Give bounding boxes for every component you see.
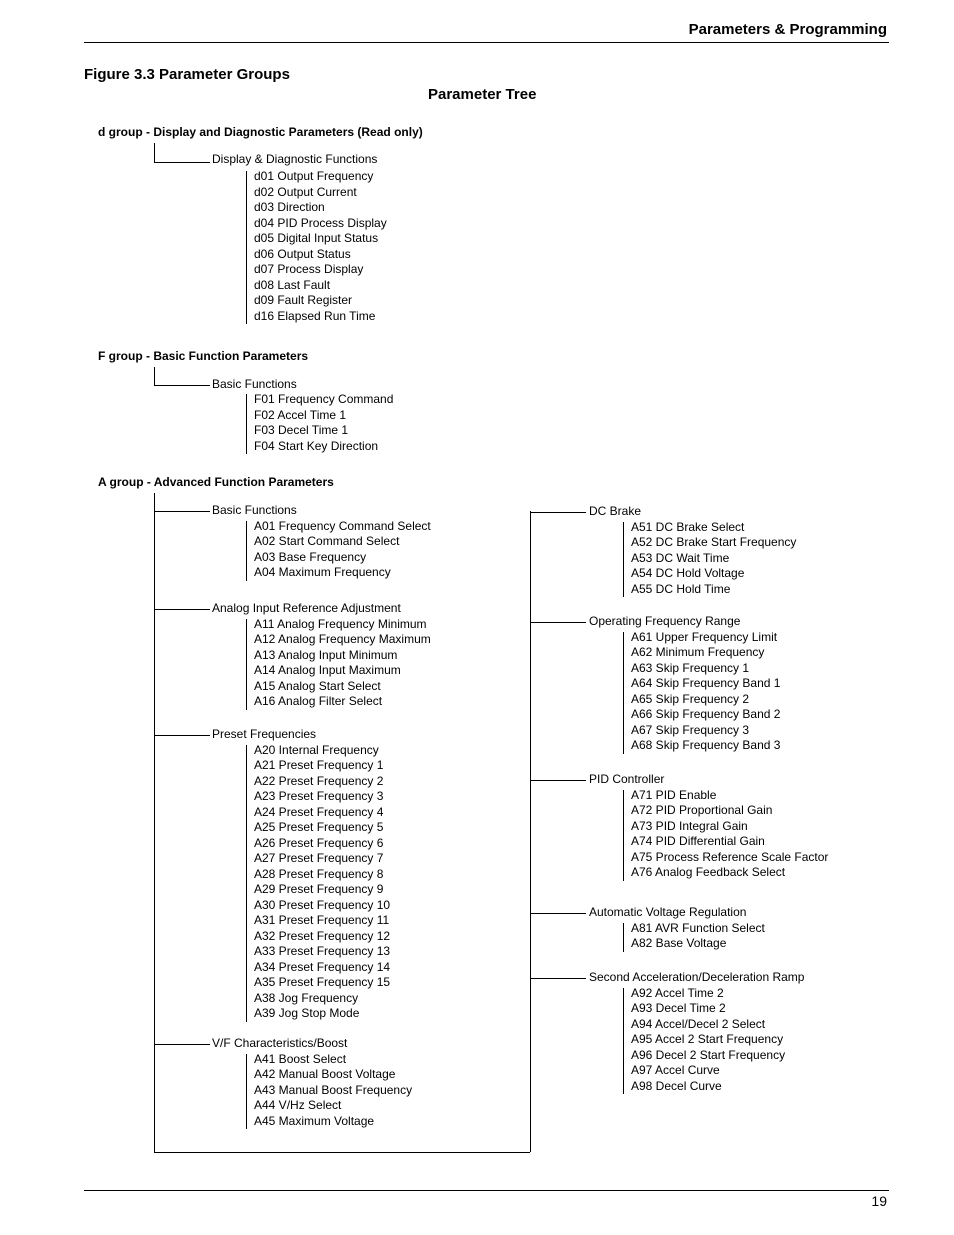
a-right-branch-item: A53 DC Wait Time xyxy=(631,550,730,565)
a-left-branch-item: A29 Preset Frequency 9 xyxy=(254,882,384,896)
d-branch-items-bracket xyxy=(246,171,247,324)
d-branch-item: d05 Digital Input Status xyxy=(254,231,379,245)
a-right-branch-item: A95 Accel 2 Start Frequency xyxy=(631,1032,784,1046)
a-left-branch-item: A21 Preset Frequency 1 xyxy=(254,758,384,772)
d-group-connector xyxy=(154,143,155,163)
a-left-branch-item: A39 Jog Stop Mode xyxy=(254,1006,360,1020)
a-left-branch-items-bracket xyxy=(246,619,247,710)
f-branch-item: F02 Accel Time 1 xyxy=(254,407,347,422)
a-right-branch-item: A61 Upper Frequency Limit xyxy=(631,629,778,644)
a-right-branch-item: A73 PID Integral Gain xyxy=(631,818,748,833)
a-left-branch-item: A31 Preset Frequency 11 xyxy=(254,913,390,927)
a-left-branch-item: A45 Maximum Voltage xyxy=(254,1113,375,1128)
a-left-branch-item: A38 Jog Frequency xyxy=(254,990,359,1005)
a-right-branch-item: A98 Decel Curve xyxy=(631,1078,722,1093)
a-left-branch-connector xyxy=(154,609,210,610)
a-left-branch-item: A43 Manual Boost Frequency xyxy=(254,1082,413,1097)
d-branch-item: d04 PID Process Display xyxy=(254,215,387,230)
a-right-branch-item: A66 Skip Frequency Band 2 xyxy=(631,707,781,721)
a-left-branch-label: Basic Functions xyxy=(212,503,297,517)
a-group-title: A group - Advanced Function Parameters xyxy=(98,475,334,489)
a-right-branch-items-bracket xyxy=(623,522,624,598)
a-left-branch-item: A27 Preset Frequency 7 xyxy=(254,851,384,865)
a-left-branch-item: A35 Preset Frequency 15 xyxy=(254,975,391,989)
a-right-branch-label: Automatic Voltage Regulation xyxy=(589,905,747,919)
a-right-branch-items-bracket xyxy=(623,988,624,1095)
figure-caption: Figure 3.3 Parameter Groups xyxy=(84,66,290,83)
a-left-branch-item: A22 Preset Frequency 2 xyxy=(254,773,384,788)
a-right-branch-item: A72 PID Proportional Gain xyxy=(631,803,773,817)
d-branch-item: d09 Fault Register xyxy=(254,293,353,307)
f-branch-item: F04 Start Key Direction xyxy=(254,438,379,453)
f-branch-item: F01 Frequency Command xyxy=(254,392,394,406)
a-right-branch-connector xyxy=(530,780,586,781)
a-right-branch-item: A97 Accel Curve xyxy=(631,1063,720,1077)
a-left-branch-item: A33 Preset Frequency 13 xyxy=(254,944,391,958)
a-right-branch-items-bracket xyxy=(623,790,624,881)
d-branch-item: d02 Output Current xyxy=(254,184,357,199)
a-left-branch-items-bracket xyxy=(246,521,247,581)
f-group-connector-h xyxy=(154,385,210,386)
a-right-branch-item: A93 Decel Time 2 xyxy=(631,1001,726,1015)
a-right-branch-connector xyxy=(530,512,586,513)
a-left-branch-item: A04 Maximum Frequency xyxy=(254,565,391,579)
a-right-branch-label: Second Acceleration/Deceleration Ramp xyxy=(589,970,805,984)
d-group-connector-h xyxy=(154,162,210,163)
a-right-branch-item: A55 DC Hold Time xyxy=(631,581,731,596)
a-right-branch-label: Operating Frequency Range xyxy=(589,614,741,628)
a-right-branch-item: A94 Accel/Decel 2 Select xyxy=(631,1016,766,1031)
a-left-branch-item: A34 Preset Frequency 14 xyxy=(254,959,391,974)
a-left-branch-item: A23 Preset Frequency 3 xyxy=(254,789,384,803)
a-left-branch-item: A15 Analog Start Select xyxy=(254,678,381,693)
figure-title: Parameter Tree xyxy=(428,86,537,103)
a-left-branch-connector xyxy=(154,1044,210,1045)
a-group-trunk-bottom xyxy=(154,1152,530,1153)
d-branch-item: d07 Process Display xyxy=(254,262,364,276)
a-left-branch-items-bracket xyxy=(246,1054,247,1130)
a-left-branch-item: A26 Preset Frequency 6 xyxy=(254,835,384,850)
a-left-branch-item: A13 Analog Input Minimum xyxy=(254,647,398,662)
a-right-branch-item: A96 Decel 2 Start Frequency xyxy=(631,1047,786,1062)
page-number: 19 xyxy=(871,1193,887,1209)
a-left-branch-item: A01 Frequency Command Select xyxy=(254,518,431,533)
a-left-branch-item: A12 Analog Frequency Maximum xyxy=(254,632,431,646)
a-group-trunk-right xyxy=(530,511,531,1152)
a-right-branch-item: A52 DC Brake Start Frequency xyxy=(631,535,797,549)
a-left-branch-item: A03 Base Frequency xyxy=(254,549,367,564)
a-left-branch-item: A44 V/Hz Select xyxy=(254,1098,342,1112)
a-group-trunk-left xyxy=(154,493,155,1152)
a-right-branch-item: A65 Skip Frequency 2 xyxy=(631,691,750,706)
a-left-branch-label: V/F Characteristics/Boost xyxy=(212,1036,348,1050)
header-rule xyxy=(84,42,889,43)
a-right-branch-item: A51 DC Brake Select xyxy=(631,519,745,534)
a-right-branch-item: A63 Skip Frequency 1 xyxy=(631,660,750,675)
a-right-branch-item: A81 AVR Function Select xyxy=(631,920,765,935)
a-left-branch-item: A41 Boost Select xyxy=(254,1051,347,1066)
a-right-branch-item: A64 Skip Frequency Band 1 xyxy=(631,676,781,690)
a-left-branch-items-bracket xyxy=(246,745,247,1022)
a-right-branch-connector xyxy=(530,913,586,914)
a-right-branch-items-bracket xyxy=(623,923,624,952)
a-right-branch-item: A68 Skip Frequency Band 3 xyxy=(631,738,781,752)
section-title: Parameters & Programming xyxy=(688,21,887,38)
a-left-branch-item: A24 Preset Frequency 4 xyxy=(254,804,384,819)
a-right-branch-item: A92 Accel Time 2 xyxy=(631,985,724,1000)
a-right-branch-item: A67 Skip Frequency 3 xyxy=(631,722,750,737)
a-left-branch-item: A14 Analog Input Maximum xyxy=(254,663,401,677)
footer-rule xyxy=(84,1190,889,1191)
a-left-branch-connector xyxy=(154,735,210,736)
f-group-title: F group - Basic Function Parameters xyxy=(98,349,309,363)
a-right-branch-label: PID Controller xyxy=(589,772,665,786)
a-right-branch-label: DC Brake xyxy=(589,504,642,518)
f-branch-label: Basic Functions xyxy=(212,377,297,391)
d-branch-item: d06 Output Status xyxy=(254,246,351,261)
d-branch-label: Display & Diagnostic Functions xyxy=(212,152,378,166)
a-left-branch-item: A11 Analog Frequency Minimum xyxy=(254,616,427,631)
f-branch-items-bracket xyxy=(246,394,247,454)
a-right-branch-connector xyxy=(530,978,586,979)
d-branch-item: d01 Output Frequency xyxy=(254,169,374,183)
a-right-branch-item: A74 PID Differential Gain xyxy=(631,834,765,848)
d-branch-item: d08 Last Fault xyxy=(254,277,331,292)
a-left-branch-item: A25 Preset Frequency 5 xyxy=(254,820,384,834)
a-right-branch-item: A82 Base Voltage xyxy=(631,936,727,950)
d-branch-item: d03 Direction xyxy=(254,200,325,214)
f-branch-item: F03 Decel Time 1 xyxy=(254,423,349,437)
a-left-branch-item: A42 Manual Boost Voltage xyxy=(254,1067,396,1081)
a-left-branch-item: A20 Internal Frequency xyxy=(254,742,379,757)
a-right-branch-item: A71 PID Enable xyxy=(631,787,717,802)
d-group-title: d group - Display and Diagnostic Parameters (Read only) xyxy=(98,125,423,139)
a-left-branch-item: A30 Preset Frequency 10 xyxy=(254,897,391,912)
a-left-branch-item: A28 Preset Frequency 8 xyxy=(254,866,384,881)
a-right-branch-item: A75 Process Reference Scale Factor xyxy=(631,849,829,864)
a-left-branch-item: A02 Start Command Select xyxy=(254,534,400,548)
a-right-branch-items-bracket xyxy=(623,632,624,754)
a-left-branch-item: A32 Preset Frequency 12 xyxy=(254,928,391,943)
a-right-branch-item: A76 Analog Feedback Select xyxy=(631,865,786,879)
a-right-branch-connector xyxy=(530,622,586,623)
f-group-connector xyxy=(154,367,155,386)
a-left-branch-label: Analog Input Reference Adjustment xyxy=(212,601,401,615)
a-left-branch-item: A16 Analog Filter Select xyxy=(254,694,383,708)
a-right-branch-item: A54 DC Hold Voltage xyxy=(631,566,745,580)
d-branch-item: d16 Elapsed Run Time xyxy=(254,308,376,323)
a-right-branch-item: A62 Minimum Frequency xyxy=(631,645,765,659)
a-left-branch-connector xyxy=(154,511,210,512)
a-left-branch-label: Preset Frequencies xyxy=(212,727,317,741)
